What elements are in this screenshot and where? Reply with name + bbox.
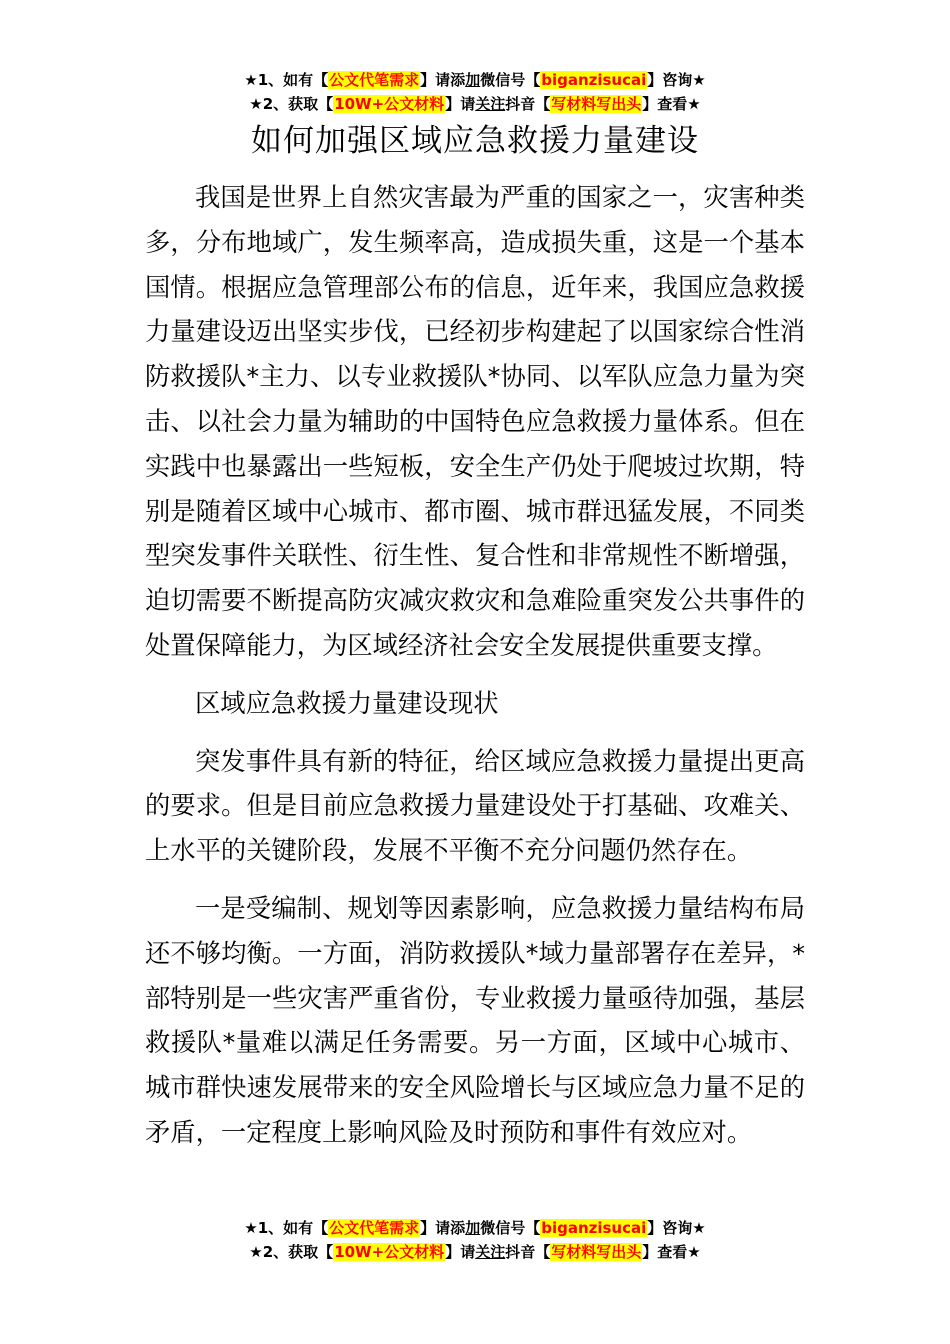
promo-line-1 (0, 1216, 950, 1240)
promo-text: 】请 (445, 1243, 476, 1261)
promo-underlined: 加 (465, 71, 481, 89)
promo-text: 】咨询★ (647, 71, 706, 89)
promo-text: 】查看★ (642, 1243, 701, 1261)
promo-highlight: 10W+公文材料 (334, 1243, 445, 1261)
promo-text: 微信号【 (480, 1219, 541, 1237)
promo-line-2 (0, 92, 950, 116)
promo-highlight: 公文代笔需求 (329, 1219, 420, 1237)
paragraph: 我国是世界上自然灾害最为严重的国家之一，灾害种类多，分布地域广，发生频率高，造成损失重，这是一个基本国情。根据应急管理部公布的信息，近年来，我国应急救援力量建设迈出坚实步伐，已经初步构建起了以国家综合性消防救援队*主力、以专业救援队*协同、以军队应急力量为突击、以社会力量为辅助的中国特色应急救援力量体系。但在实践中也暴露出一些短板，安全生产仍处于爬坡过坎期，特别是随着区域中心城市、都市圈、城市群迅猛发展，不同类型突发事件关联性、衍生性、复合性和非常规性不断增强，迫切需要不断提高防灾减灾救灾和急难险重突发公共事件的处置保障能力，为区域经济社会安全发展提供重要支撑。 (145, 183, 805, 660)
promo-highlight: 写材料写出头 (551, 95, 642, 113)
promo-text: 】咨询★ (647, 1219, 706, 1237)
promo-text: ★2、获取【 (249, 1243, 334, 1261)
promo-text: 】请添 (420, 71, 466, 89)
promo-highlight: biganzisucai (541, 71, 647, 89)
promo-text: 抖音【 (505, 1243, 551, 1261)
promo-underlined: 加 (465, 1219, 481, 1237)
promo-highlight: biganzisucai (541, 1219, 647, 1237)
promo-text: 抖音【 (505, 95, 551, 113)
promo-underlined: 关注 (475, 1243, 506, 1261)
paragraph: 一是受编制、规划等因素影响，应急救援力量结构布局还不够均衡。一方面，消防救援队*域力量部署存在差异，*部特别是一些灾害严重省份，专业救援力量亟待加强，基层救援队*量难以满足任务需要。另一方面，区域中心城市、城市群快速发展带来的安全风险增长与区域应急力量不足的矛盾，一定程度上影响风险及时预防和事件有效应对。 (145, 893, 805, 1147)
section-heading: 区域应急救援力量建设现状 (195, 688, 499, 718)
promo-text: 】请 (445, 95, 476, 113)
promo-line-1 (0, 68, 950, 92)
promo-highlight: 写材料写出头 (551, 1243, 642, 1261)
promo-highlight: 公文代笔需求 (329, 71, 420, 89)
bottom-promo-banner (0, 1216, 950, 1264)
promo-text: 微信号【 (480, 71, 541, 89)
paragraph: 突发事件具有新的特征，给区域应急救援力量提出更高的要求。但是目前应急救援力量建设处于打基础、攻难关、上水平的关键阶段，发展不平衡不充分问题仍然存在。 (145, 746, 805, 866)
top-promo-banner (0, 68, 950, 116)
promo-highlight: 10W+公文材料 (334, 95, 445, 113)
promo-underlined: 关注 (475, 95, 506, 113)
promo-text: 】请添 (420, 1219, 466, 1237)
document-title: 如何加强区域应急救援力量建设 (251, 123, 699, 159)
promo-text: ★1、如有【 (244, 71, 329, 89)
promo-text: ★1、如有【 (244, 1219, 329, 1237)
promo-text: ★2、获取【 (249, 95, 334, 113)
promo-line-2 (0, 1240, 950, 1264)
document-body (145, 176, 805, 1169)
promo-text: 】查看★ (642, 95, 701, 113)
